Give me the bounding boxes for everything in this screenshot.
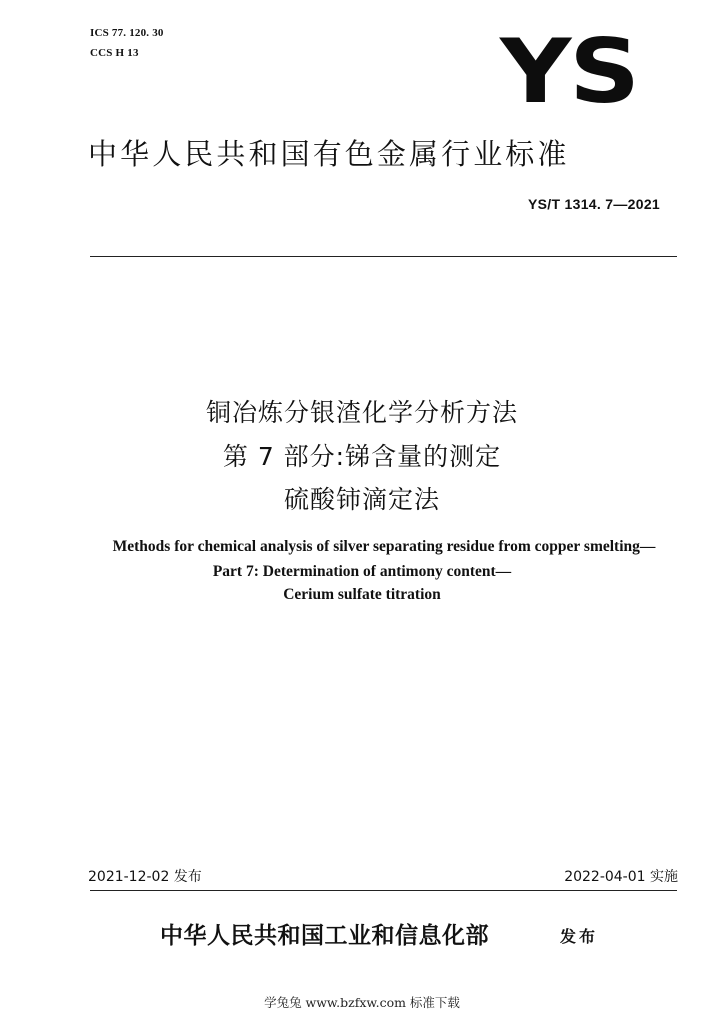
issue-date: 2021-12-02 发布 [88, 869, 202, 885]
ics-code: ICS 77. 120. 30 [90, 27, 164, 39]
ys-logo: YS [500, 20, 638, 123]
download-footer: 学兔兔 www.bzfxw.com 标准下载 [264, 995, 460, 1010]
standard-number: YS/T 1314. 7—2021 [528, 196, 660, 212]
title-en-line-2: Part 7: Determination of antimony content— [212, 563, 512, 580]
title-en-line-1: Methods for chemical analysis of silver separating residue from copper smelting— [112, 538, 656, 555]
header-divider [90, 256, 677, 257]
footer-divider [90, 890, 677, 891]
publish-label: 发布 [560, 927, 599, 946]
title-en-line-3: Cerium sulfate titration [283, 586, 441, 603]
industry-standard-title: 中华人民共和国有色金属行业标准 [88, 137, 570, 171]
publisher-ministry: 中华人民共和国工业和信息化部 [160, 922, 489, 949]
title-cn-line-1: 铜冶炼分银渣化学分析方法 [205, 398, 518, 427]
title-cn-line-3: 硫酸铈滴定法 [283, 485, 440, 514]
title-cn-line-2: 第 7 部分:锑含量的测定 [222, 442, 502, 471]
implementation-date: 2022-04-01 实施 [564, 869, 678, 885]
ccs-code: CCS H 13 [90, 47, 139, 59]
